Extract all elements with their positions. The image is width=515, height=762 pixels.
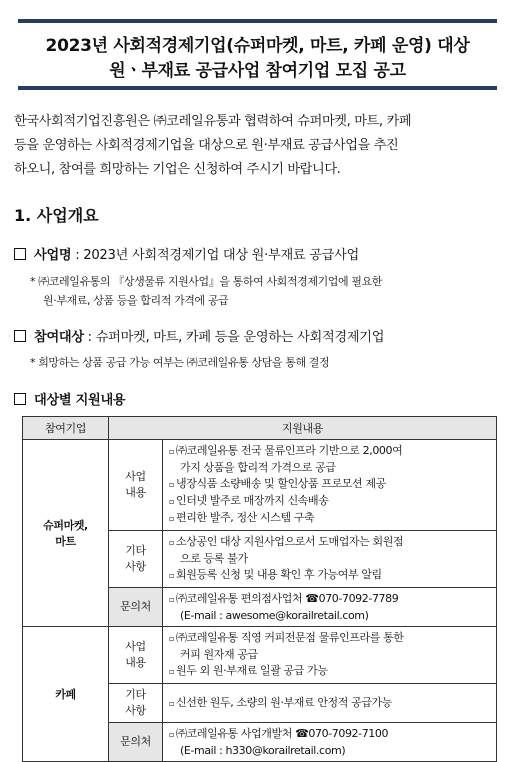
contact-phone: ㈜코레일유통 사업개발처 ☎070-7092-7100: [176, 726, 389, 740]
bullet-icon: ▫: [169, 497, 175, 506]
business-name-value: : 2023년 사회적경제기업 대상 원·부재료 공급사업: [71, 248, 359, 263]
contact-content: [163, 588, 497, 627]
sub-label: 기타: [125, 688, 146, 701]
business-content: [163, 627, 497, 684]
bullet-icon: ▫: [169, 729, 175, 739]
item-text: 편리한 발주, 정산 시스템 구축: [176, 511, 315, 524]
list-item: 으로 등록 불가: [180, 552, 248, 565]
contact-email: (E-mail : h330@korailretail.com): [180, 743, 346, 757]
sub-label: 사항: [125, 704, 146, 717]
page-title-line1: 2023년 사회적경제기업(슈퍼마켓, 마트, 카페 운영) 대상: [45, 36, 470, 56]
list-item: [169, 695, 492, 712]
sub-label: 사업: [125, 640, 146, 653]
sub-label: 사업: [125, 470, 146, 483]
title-bottom-rule: [18, 86, 497, 90]
target-value: : 슈퍼마켓, 마트, 카페 등을 운영하는 사회적경제기업: [83, 330, 385, 345]
header-company: 참여기업: [23, 417, 109, 440]
support-item: [14, 389, 125, 408]
table-row: [23, 627, 497, 684]
sub-contact: 문의처: [109, 588, 163, 627]
bullet-icon: ▫: [169, 571, 175, 580]
bullet-icon: ▫: [169, 514, 175, 523]
sub-label: 기타: [125, 544, 146, 557]
item-text: 인터넷 발주로 매장까지 신속배송: [176, 494, 329, 507]
page-title-line2: 원ㆍ부재료 공급사업 참여기업 모집 공고: [109, 61, 406, 81]
bullet-icon: ▫: [169, 480, 175, 489]
business-name-item: [14, 244, 359, 263]
sub-label: 내용: [125, 486, 146, 499]
header-content: 지원내용: [109, 417, 497, 440]
support-label: 대상별 지원내용: [34, 393, 126, 408]
contact-content: [163, 723, 497, 762]
target-label: 참여대상: [34, 330, 84, 345]
list-item: [169, 630, 492, 647]
table-row: [23, 440, 497, 531]
contact-email: (E-mail : awesome@korailretail.com): [180, 608, 369, 622]
sub-etc: [109, 531, 163, 588]
intro-line: 하오니, 참여를 희망하는 기업은 신청하여 주시기 바랍니다.: [14, 162, 341, 177]
target-note: [30, 353, 329, 372]
sub-label: 사항: [125, 560, 146, 573]
list-item: [169, 663, 492, 680]
sub-label: 내용: [125, 656, 146, 669]
bullet-icon: ▫: [169, 594, 175, 604]
item-text: ㈜코레일유통 직영 커피전문점 물류인프라를 통한: [176, 631, 404, 644]
title-top-rule: [18, 19, 497, 23]
group-supermarket: [23, 440, 109, 627]
list-item: [169, 567, 492, 584]
business-name-label: 사업명: [34, 248, 72, 263]
list-item: [169, 534, 492, 551]
list-item: [169, 726, 492, 743]
intro-line: 한국사회적기업진흥원은 ㈜코레일유통과 협력하여 슈퍼마켓, 마트, 카페: [14, 114, 412, 129]
group-name: 마트: [55, 535, 76, 548]
group-name: 슈퍼마켓,: [43, 519, 88, 532]
list-item: [169, 591, 492, 608]
list-item: 가지 상품을 합리적 가격으로 공급: [180, 461, 336, 474]
etc-content: [163, 531, 497, 588]
sub-etc: [109, 684, 163, 723]
bullet-icon: ▫: [169, 447, 175, 456]
item-text: 냉장식품 소량배송 및 할인상품 프로모션 제공: [176, 477, 386, 490]
list-item: [169, 510, 492, 527]
sub-business: [109, 627, 163, 684]
intro-paragraph: [14, 110, 500, 182]
intro-line: 등을 운영하는 사회적경제기업을 대상으로 원·부재료 공급사업을 추진: [14, 138, 399, 153]
checkbox-square-icon: [14, 330, 26, 342]
item-text: 신선한 원두, 소량의 원·부재료 안정적 공급가능: [176, 695, 392, 709]
list-item: [169, 493, 492, 510]
bullet-icon: ▫: [169, 538, 175, 547]
note-line: * ㈜코레일유통의 『상생물류 지원사업』을 통하여 사회적경제기업에 필요한: [30, 275, 383, 288]
item-text: 소상공인 대상 지원사업으로서 도매업자는 회원점: [176, 535, 404, 548]
sub-business: [109, 440, 163, 531]
note-line: 원·부재료, 상품 등을 합리적 가격에 공급: [43, 294, 229, 307]
section-heading: 1. 사업개요: [14, 206, 99, 225]
bullet-icon: ▫: [169, 698, 175, 708]
support-table: [22, 416, 497, 762]
contact-phone: ㈜코레일유통 편의점사업처 ☎070-7092-7789: [176, 591, 399, 605]
item-text: ㈜코레일유통 전국 물류인프라 기반으로 2,000여: [176, 444, 403, 457]
sub-contact: 문의처: [109, 723, 163, 762]
checkbox-square-icon: [14, 393, 26, 405]
list-item: [169, 443, 492, 460]
bullet-icon: ▫: [169, 634, 175, 643]
bullet-icon: ▫: [169, 667, 175, 676]
business-content: [163, 440, 497, 531]
list-item: 커피 원자재 공급: [180, 648, 258, 661]
business-note: [30, 272, 382, 310]
target-item: [14, 326, 384, 345]
etc-content: [163, 684, 497, 723]
group-cafe: 카페: [23, 627, 109, 762]
list-item: [169, 476, 492, 493]
note-line: * 희망하는 상품 공급 가능 여부는 ㈜코레일유통 상담을 통해 결정: [30, 356, 330, 369]
item-text: 회원등록 신청 및 내용 확인 후 가능여부 알림: [176, 568, 382, 581]
checkbox-square-icon: [14, 248, 26, 260]
table-header-row: [23, 417, 497, 440]
item-text: 원두 외 원·부재료 일괄 공급 가능: [176, 664, 328, 677]
